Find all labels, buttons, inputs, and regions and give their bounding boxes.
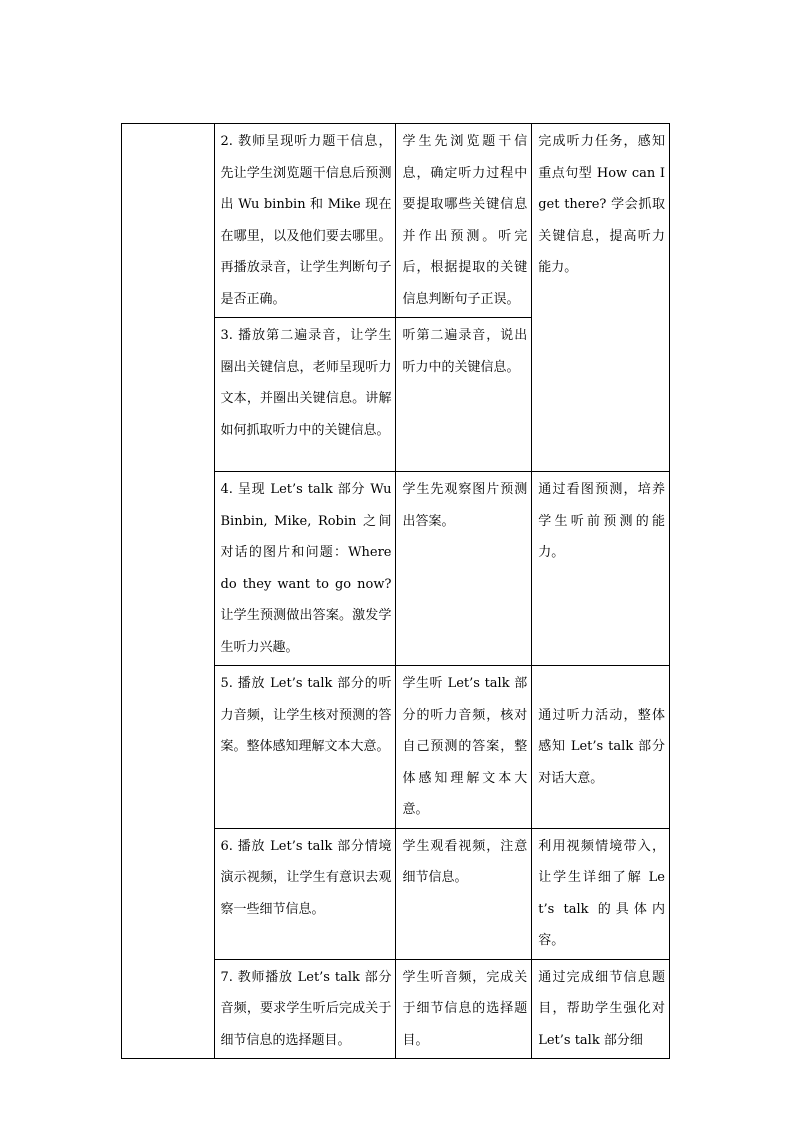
purpose-cell: 通过听力活动，整体感知 Let’s talk 部分对话大意。 [532,666,670,829]
student-activity-cell: 学生先浏览题干信息，确定听力过程中要提取哪些关键信息并作出预测。听完后，根据提取的关键信息判断句子正误。 [396,124,532,318]
teacher-activity-cell: 3. 播放第二遍录音，让学生圈出关键信息，老师呈现听力文本，并圈出关键信息。讲解如何抓取听力中的关键信息。 [214,318,396,472]
purpose-cell: 通过完成细节信息题目，帮助学生强化对 Let’s talk 部分细 [532,959,670,1059]
student-activity-cell: 学生先观察图片预测出答案。 [396,472,532,666]
table-row [122,124,670,318]
teacher-activity-cell: 6. 播放 Let’s talk 部分情境演示视频，让学生有意识去观察一些细节信息。 [214,828,396,959]
teacher-activity-cell: 7. 教师播放 Let’s talk 部分音频，要求学生听后完成关于细节信息的选择题目。 [214,959,396,1059]
purpose-cell: 利用视频情境带入，让学生详细了解 Let’s talk 的具体内容。 [532,828,670,959]
purpose-cell: 完成听力任务，感知重点句型 How can I get there? 学会抓取关键信息，提高听力能力。 [532,124,670,472]
stage-column-cell [122,124,215,1059]
teacher-activity-cell: 5. 播放 Let’s talk 部分的听力音频，让学生核对预测的答案。整体感知理解文本大意。 [214,666,396,829]
purpose-cell: 通过看图预测，培养学生听前预测的能力。 [532,472,670,666]
lesson-plan-table [121,123,670,1059]
student-activity-cell: 学生听 Let’s talk 部分的听力音频，核对自己预测的答案，整体感知理解文本大意。 [396,666,532,829]
student-activity-cell: 学生观看视频，注意细节信息。 [396,828,532,959]
teacher-activity-cell: 2. 教师呈现听力题干信息，先让学生浏览题干信息后预测出 Wu binbin 和 Mike 现在在哪里，以及他们要去哪里。再播放录音，让学生判断句子是否正确。 [214,124,396,318]
student-activity-cell: 学生听音频，完成关于细节信息的选择题目。 [396,959,532,1059]
student-activity-cell: 听第二遍录音，说出听力中的关键信息。 [396,318,532,472]
teacher-activity-cell: 4. 呈现 Let’s talk 部分 Wu Binbin, Mike, Robin 之间对话的图片和问题：Where do they want to go now? 让学生预测做出答案。激发学生听力兴趣。 [214,472,396,666]
